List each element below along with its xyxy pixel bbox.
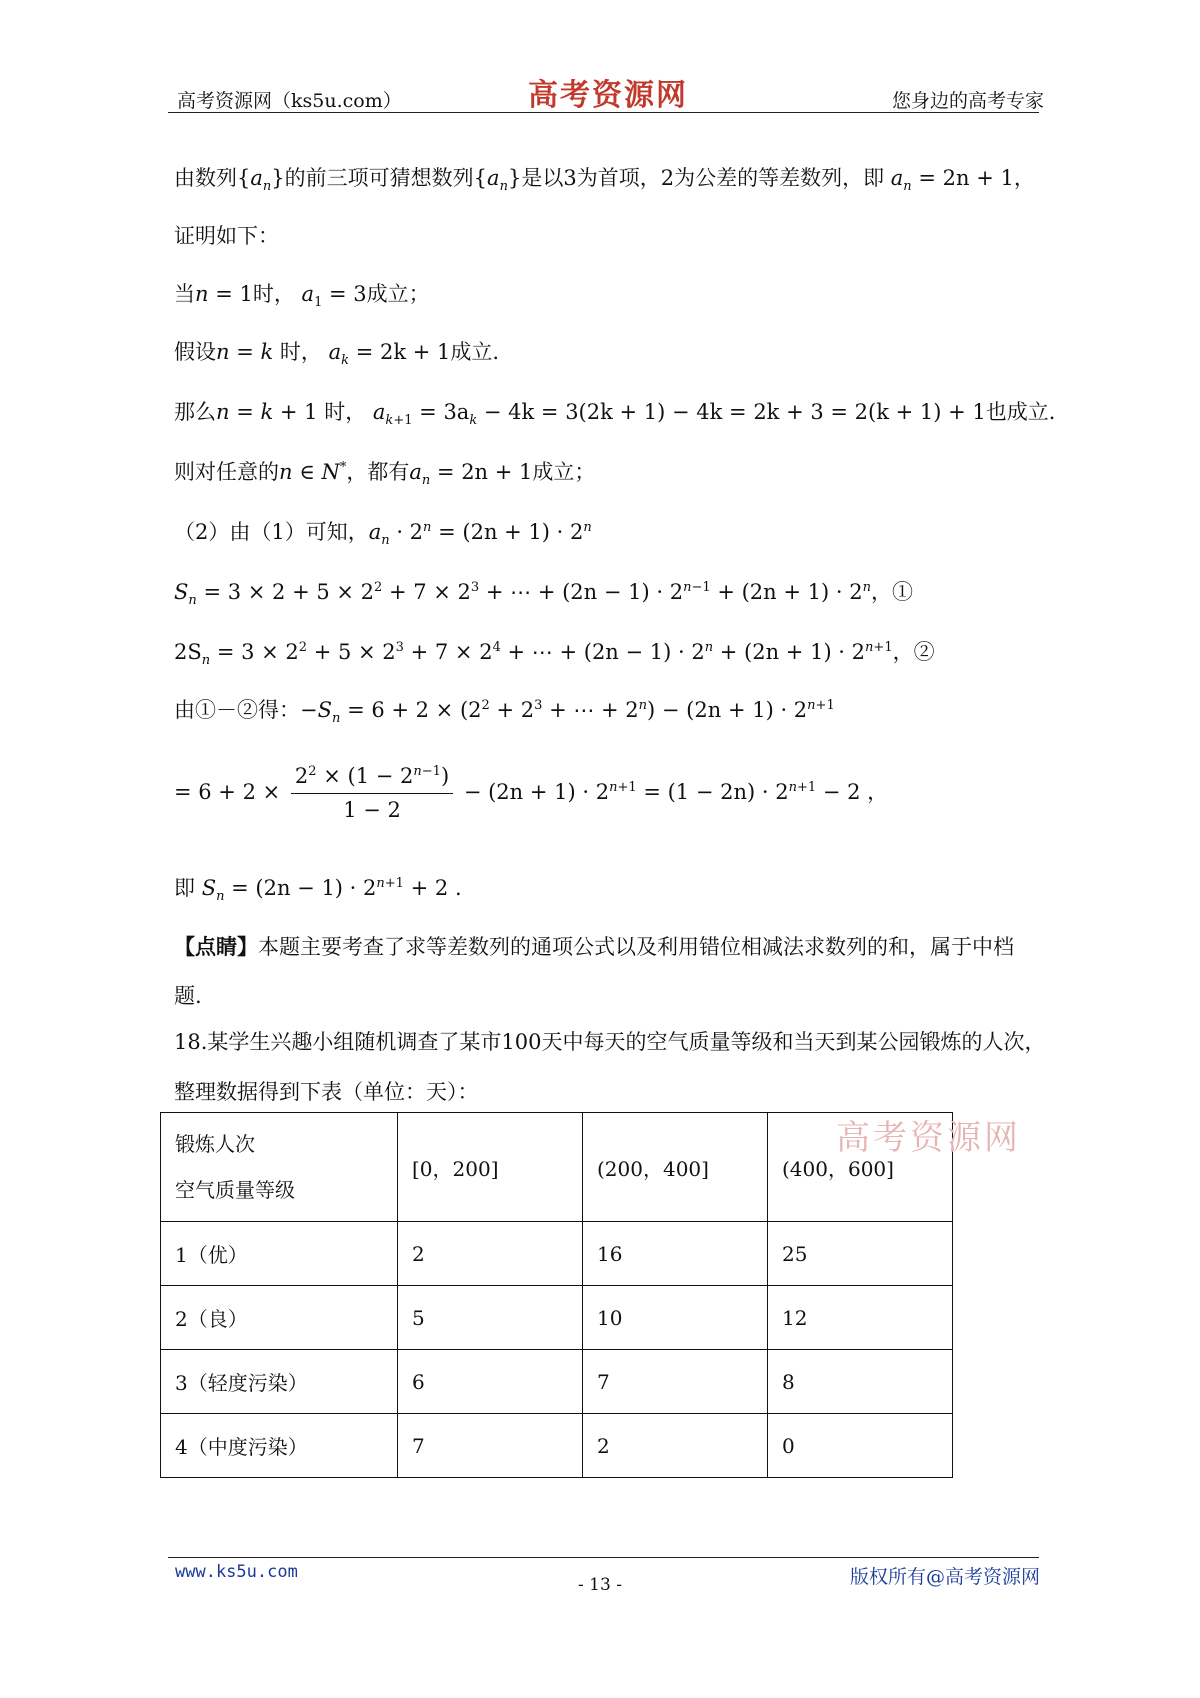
table-row-label: 2（良） <box>161 1286 398 1350</box>
text-line-guess: 由数列$\{a_n\}$的前三项可猜想数列$\{a_n\}$是以3为首项，2为公差的等差数列，即 $a_n = 2n + 1$， <box>174 166 1035 195</box>
table-cell: 5 <box>398 1286 583 1350</box>
table-row <box>161 1414 953 1478</box>
footer-divider <box>168 1557 1039 1558</box>
table-cell: 6 <box>398 1350 583 1414</box>
header-slogan: 您身边的高考专家 <box>891 90 1044 112</box>
header-site-name: 高考资源网（ks5u.com） <box>177 90 402 112</box>
table-cell: 8 <box>768 1350 953 1414</box>
table-cell: 12 <box>768 1286 953 1350</box>
formula-sn: $S_n = 3 \times 2 + 5 \times 2^2 + 7 \times 2^3$ + ⋯ + $(2n - 1) \cdot 2^{n-1} + (2n + 1) \cdot 2^n$，① <box>174 580 913 609</box>
question-18-text: 18.某学生兴趣小组随机调查了某市100天中每天的空气质量等级和当天到某公园锻炼的人次， <box>174 1030 1046 1054</box>
header-logo: 高考资源网 <box>528 78 688 113</box>
table-row <box>161 1350 953 1414</box>
table-header-row <box>161 1113 953 1222</box>
formula-result: 即 $S_n = (2n - 1) \cdot 2^{n+1} + 2$ . <box>174 876 462 905</box>
question-18-text-cont: 整理数据得到下表（单位：天）： <box>174 1080 479 1104</box>
formula-subtract: 由①－②得：$-S_n = 6 + 2 \times (2^2 + 2^3$ + ⋯ + $2^n) - (2n + 1) \cdot 2^{n+1}$ <box>174 698 835 727</box>
table-row-label: 1（优） <box>161 1222 398 1286</box>
text-line-base-case: 当n = 1时， $a_1 = 3$成立； <box>174 282 430 311</box>
text-line-hypothesis: 假设n = k 时， $a_k = 2k + 1$成立. <box>174 340 500 369</box>
table-column-header: [0，200] <box>398 1113 583 1222</box>
header-divider <box>168 112 1039 113</box>
table-cell: 10 <box>583 1286 768 1350</box>
table-row-label: 3（轻度污染） <box>161 1350 398 1414</box>
text-line-induction-step: 那么n = k + 1 时， $a_{k+1} = 3a_k - 4k = 3(2k + 1) - 4k = 2k + 3 = 2(k + 1) + 1$也成立. <box>174 400 1056 429</box>
table-cell: 2 <box>398 1222 583 1286</box>
table-cell: 7 <box>583 1350 768 1414</box>
footer-copyright: 版权所有@高考资源网 <box>849 1566 1040 1588</box>
table-cell: 16 <box>583 1222 768 1286</box>
footer-url-link[interactable]: www.ks5u.com <box>175 1562 298 1582</box>
fraction: $\frac{2^2 \times (1 - 2^{n-1})}{1 - 2}$ <box>291 764 453 823</box>
table-cell: 0 <box>768 1414 953 1478</box>
table-column-header: (200，400] <box>583 1113 768 1222</box>
table-corner-cell: 锻炼人次 空气质量等级 <box>161 1113 398 1222</box>
page-number: - 13 - <box>578 1575 622 1595</box>
table-row-label: 4（中度污染） <box>161 1414 398 1478</box>
table-cell: 2 <box>583 1414 768 1478</box>
table-cell: 7 <box>398 1414 583 1478</box>
table-row <box>161 1222 953 1286</box>
formula-fraction-step: = 6 + 2 × $\frac{2^2 \times (1 - 2^{n-1})}{1 - 2}$ − $(2n + 1) \cdot 2^{n+1} = (1 - 2n) \cdot 2^{n+1} - 2$ ， <box>174 764 889 823</box>
table-row <box>161 1286 953 1350</box>
formula-2sn: $2S_n = 3 \times 2^2 + 5 \times 2^3 + 7 \times 2^4$ + ⋯ + $(2n - 1) \cdot 2^n + (2n + 1) \cdot 2^{n+1}$，② <box>174 640 935 669</box>
text-line-comment: 【点睛】本题主要考查了求等差数列的通项公式以及利用错位相减法求数列的和，属于中档 <box>174 934 1014 959</box>
watermark: 高考资源网 <box>836 1118 1021 1158</box>
text-line-proof-intro: 证明如下： <box>174 224 279 248</box>
table-cell: 25 <box>768 1222 953 1286</box>
text-line-conclusion: 则对任意的n ∈ N*，都有$a_n = 2n + 1$成立； <box>174 460 596 489</box>
table-column-header: (400，600] <box>768 1113 953 1222</box>
text-line-comment-end: 题. <box>174 984 202 1008</box>
air-quality-table <box>160 1112 953 1478</box>
text-line-part2: （2）由（1）可知，$a_n \cdot 2^n = (2n + 1) \cdot 2^n$ <box>174 520 592 549</box>
